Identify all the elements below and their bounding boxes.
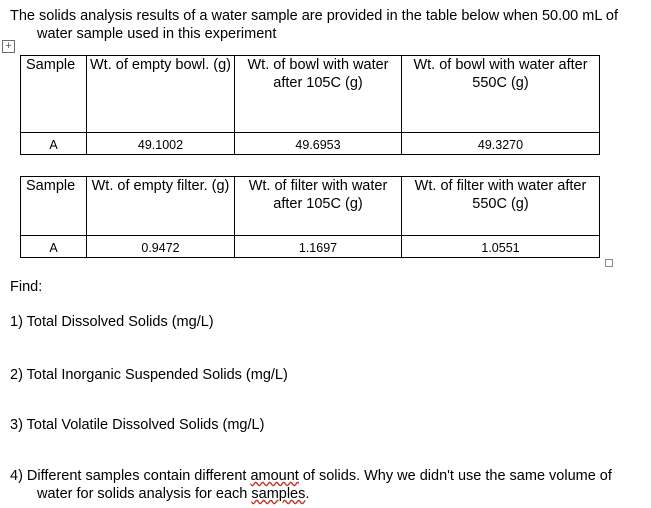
question-4-part-c: of solids. Why we didn't use the same volume of: [298, 468, 612, 484]
table1-cell-bowl-105c: 49.6953: [235, 133, 402, 155]
move-handle-icon[interactable]: +: [2, 40, 15, 53]
question-4-part-d: water for solids analysis for each: [37, 486, 252, 502]
table1-cell-bowl-550c: 49.3270: [402, 133, 600, 155]
question-3: 3) Total Volatile Dissolved Solids (mg/L): [10, 417, 265, 433]
table2-header-empty-filter: Wt. of empty filter. (g): [87, 177, 235, 236]
intro-line-2: water sample used in this experiment: [37, 26, 277, 42]
question-4-part-a: 4) Different samples contain different: [10, 468, 251, 484]
filter-weights-table: [20, 176, 600, 258]
question-4: [10, 467, 648, 503]
resize-handle-icon[interactable]: [605, 259, 613, 267]
table2-header-filter-550c: Wt. of filter with water after 550C (g): [402, 177, 600, 236]
table1-header-bowl-105c: Wt. of bowl with water after 105C (g): [235, 56, 402, 133]
table2-cell-filter-550c: 1.0551: [402, 236, 600, 258]
table1-cell-sample: A: [21, 133, 87, 155]
question-4-amount: amount: [250, 468, 299, 484]
find-label: Find:: [10, 279, 43, 295]
table2-header-sample: Sample: [21, 177, 87, 236]
bowl-weights-table: [20, 55, 600, 155]
intro-line-1: The solids analysis results of a water sample are provided in the table below when 50.00 mL of: [10, 8, 618, 24]
table1-header-sample: Sample: [21, 56, 87, 133]
table2-cell-filter-105c: 1.1697: [235, 236, 402, 258]
intro-paragraph: [10, 7, 648, 43]
table2-header-filter-105c: Wt. of filter with water after 105C (g): [235, 177, 402, 236]
question-4-part-f: .: [305, 486, 310, 502]
table1-cell-empty-bowl: 49.1002: [87, 133, 235, 155]
table2-cell-sample: A: [21, 236, 87, 258]
question-4-line-2: [10, 485, 648, 503]
table1-header-empty-bowl: Wt. of empty bowl. (g): [87, 56, 235, 133]
table1-header-bowl-550c: Wt. of bowl with water after 550C (g): [402, 56, 600, 133]
question-4-samples: samples: [251, 486, 306, 502]
question-1: 1) Total Dissolved Solids (mg/L): [10, 314, 214, 330]
table2-cell-empty-filter: 0.9472: [87, 236, 235, 258]
question-2: 2) Total Inorganic Suspended Solids (mg/L): [10, 367, 288, 383]
